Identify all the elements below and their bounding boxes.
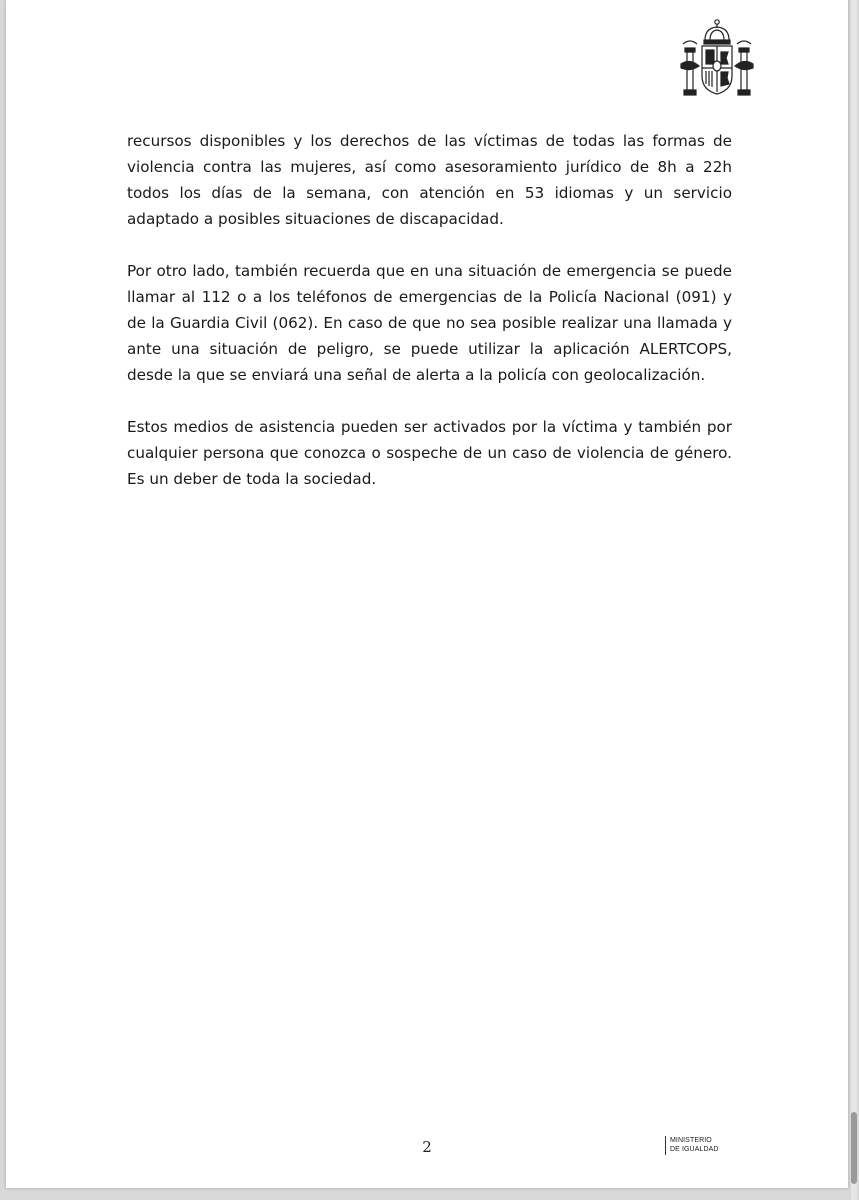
scrollbar-track[interactable]	[851, 0, 857, 1200]
ministry-line-1: MINISTERIO	[670, 1137, 712, 1144]
ministry-name	[670, 1136, 719, 1154]
ministry-logo	[665, 1136, 719, 1155]
document-page	[6, 0, 848, 1188]
paragraph-assistance: Estos medios de asistencia pueden ser activados por la víctima y también por cualquier persona que conozca o sospeche de un caso de violencia de género. Es un deber de toda la sociedad.	[127, 418, 732, 488]
page-number: 2	[422, 1138, 432, 1156]
paragraph-emergency: Por otro lado, también recuerda que en una situación de emergencia se puede llamar al 112 o a los teléfonos de emergencias de la Policía Nacional (091) y de la Guardia Civil (062). En caso de que no sea posible realizar una llamada y ante una situación de peligro, se puede utilizar la aplicación ALERTCOPS, desde la que se enviará una señal de alerta a la policía con geolocalización.	[127, 262, 732, 384]
spain-coat-of-arms-icon	[677, 18, 757, 102]
ministry-divider	[665, 1136, 666, 1155]
paragraph-resources: recursos disponibles y los derechos de las víctimas de todas las formas de violencia contra las mujeres, así como asesoramiento jurídico de 8h a 22h todos los días de la semana, con atención en 53 idiomas y un servicio adaptado a posibles situaciones de discapacidad.	[127, 132, 732, 228]
ministry-line-2: DE IGUALDAD	[670, 1146, 719, 1153]
scrollbar-thumb[interactable]	[851, 1112, 857, 1184]
document-body	[127, 128, 732, 518]
